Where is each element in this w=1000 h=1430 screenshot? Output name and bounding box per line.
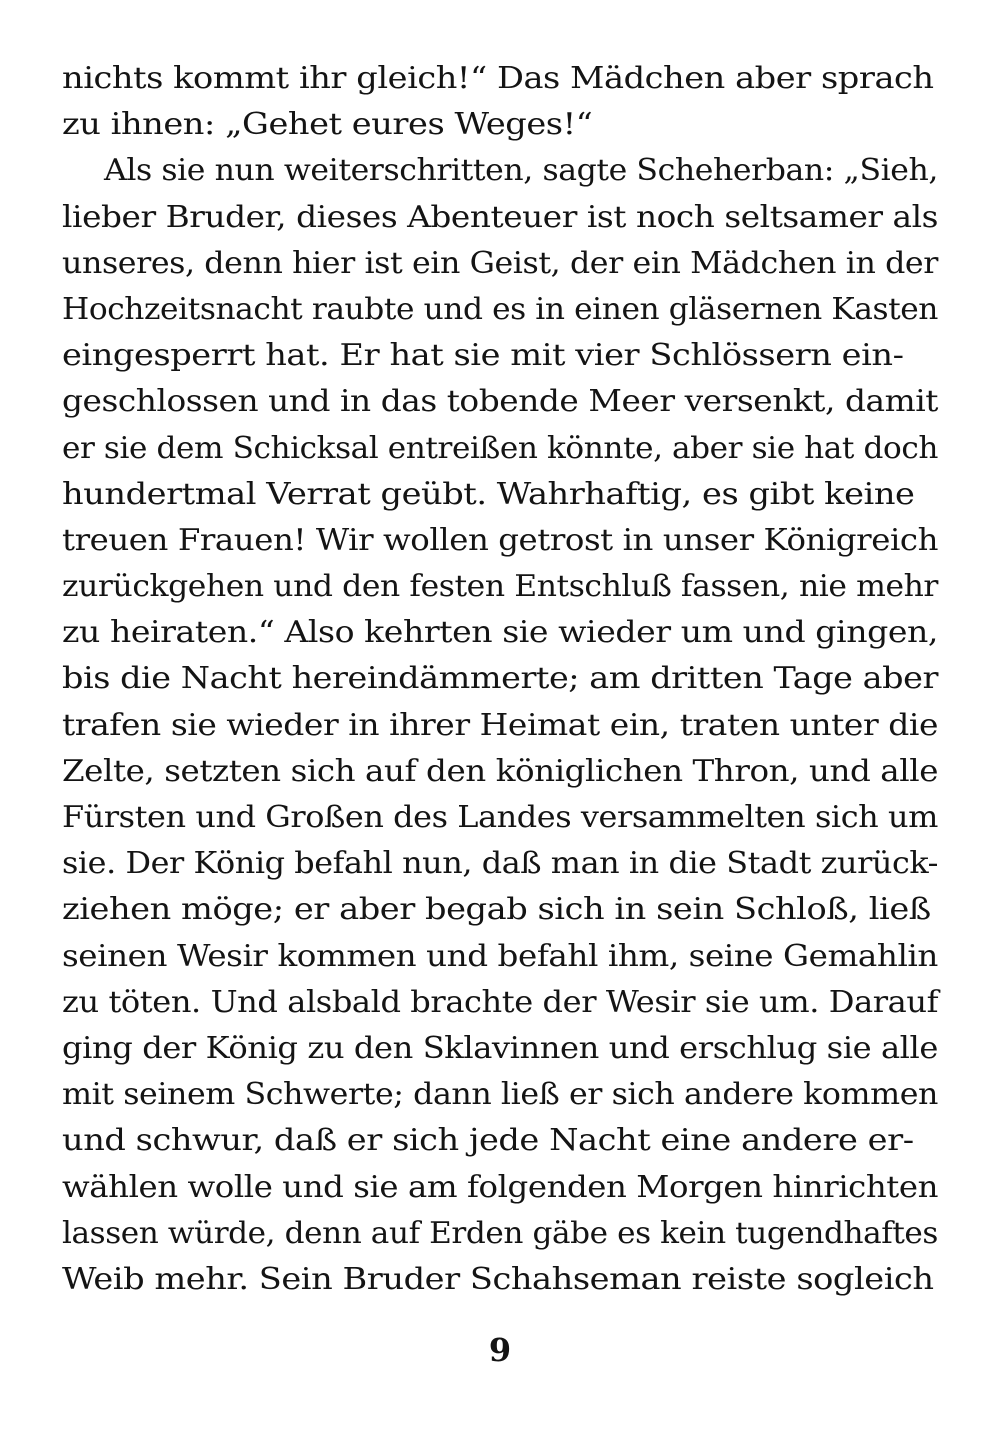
text-line: bis die Nacht hereindämmerte; am dritten Tage aber [62, 661, 938, 697]
text-line: treuen Frauen! Wir wollen getrost in unser Königreich [62, 522, 939, 558]
text-line: zurückgehen und den festen Entschluß fassen, nie mehr [62, 569, 939, 605]
paragraph-start-line: Als sie nun weiterschritten, sagte Scheherban: „Sieh, [104, 153, 939, 189]
text-line: wählen wolle und sie am folgenden Morgen hinrichten [62, 1169, 939, 1205]
text-line: geschlossen und in das tobende Meer versenkt, damit [62, 384, 939, 420]
text-line: ging der König zu den Sklavinnen und erschlug sie alle [62, 1030, 938, 1066]
text-line: zu ihnen: „Gehet eures Weges!“ [62, 107, 593, 143]
text-line: lieber Bruder, dieses Abenteuer ist noch seltsamer als [62, 199, 939, 235]
body-text [62, 56, 938, 1303]
text-line: nichts kommt ihr gleich!“ Das Mädchen aber sprach [62, 61, 934, 96]
text-line: lassen würde, denn auf Erden gäbe es kein tugendhaftes [62, 1215, 938, 1251]
text-line: und schwur, daß er sich jede Nacht eine andere er- [62, 1123, 914, 1159]
text-line: Hochzeitsnacht raubte und es in einen gläsernen Kasten [62, 291, 939, 327]
text-line: zu töten. Und alsbald brachte der Wesir sie um. Darauf [62, 984, 939, 1020]
text-line: hundertmal Verrat geübt. Wahrhaftig, es gibt keine [62, 476, 915, 512]
text-line: zu heiraten.“ Also kehrten sie wieder um und gingen, [62, 615, 938, 651]
text-line: sie. Der König befahl nun, daß man in die Stadt zurück- [62, 846, 939, 882]
text-line: trafen sie wieder in ihrer Heimat ein, traten unter die [62, 707, 939, 743]
text-line: Weib mehr. Sein Bruder Schahseman reiste sogleich [62, 1261, 934, 1297]
text-line: unseres, denn hier ist ein Geist, der ein Mädchen in der [62, 245, 938, 281]
page-number: 9 [488, 1331, 512, 1369]
text-line: Fürsten und Großen des Landes versammelten sich um [62, 800, 938, 835]
book-page [62, 56, 938, 1396]
text-line: er sie dem Schicksal entreißen könnte, aber sie hat doch [62, 430, 938, 466]
text-line: seinen Wesir kommen und befahl ihm, seine Gemahlin [62, 938, 938, 974]
text-line: mit seinem Schwerte; dann ließ er sich andere kommen [62, 1077, 938, 1113]
text-line: Zelte, setzten sich auf den königlichen Thron, und alle [62, 753, 939, 789]
text-line: eingesperrt hat. Er hat sie mit vier Schlössern ein- [62, 338, 904, 374]
text-line: ziehen möge; er aber begab sich in sein Schloß, ließ [62, 892, 931, 928]
